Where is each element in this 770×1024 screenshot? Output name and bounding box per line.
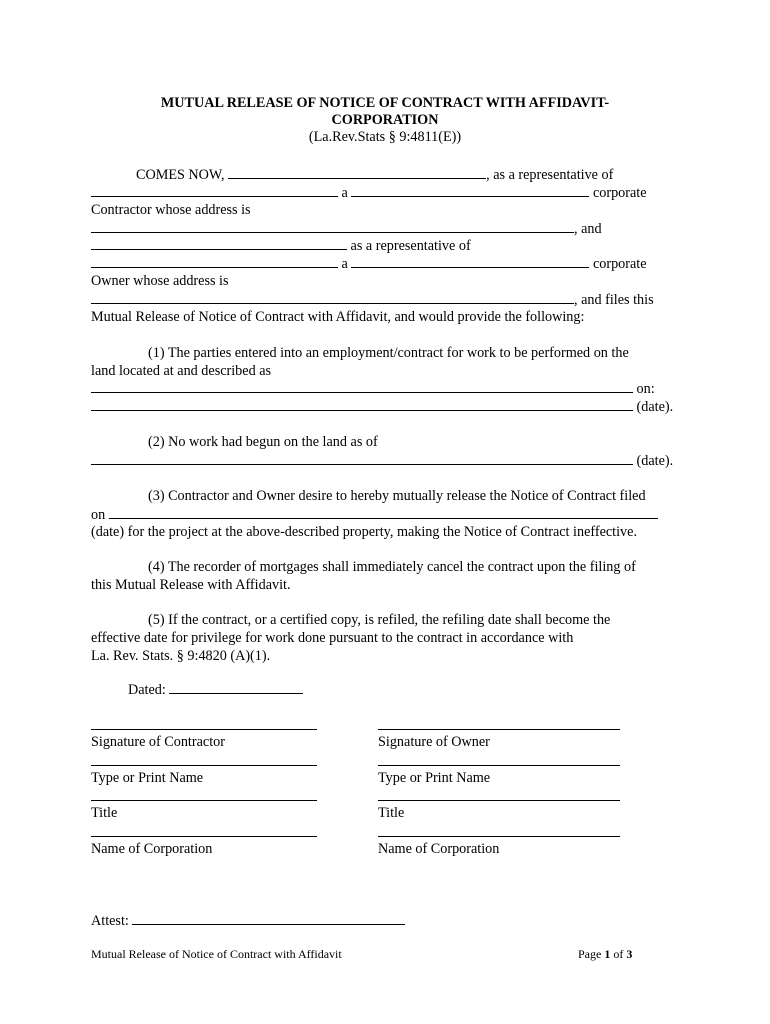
owner-address-field[interactable] <box>91 291 574 304</box>
attest-field[interactable] <box>132 912 405 925</box>
contractor-corp-field[interactable] <box>351 184 589 197</box>
owner-address-label: Owner whose address is <box>91 273 229 289</box>
para1-line-4 <box>91 398 673 415</box>
owner-title-label: Title <box>378 805 405 821</box>
corporate-label-2: corporate <box>592 256 647 272</box>
intro-line-1 <box>136 166 613 183</box>
date-label-1: (date). <box>636 399 674 415</box>
page-word: Page <box>578 947 602 961</box>
title-line-1: MUTUAL RELEASE OF NOTICE OF CONTRACT WITH AFFIDAVIT- <box>160 95 610 111</box>
no-work-date-field[interactable] <box>91 452 633 465</box>
footer-doc-name: Mutual Release of Notice of Contract with Affidavit <box>91 947 342 961</box>
contract-date-field[interactable] <box>91 398 633 411</box>
owner-name-field[interactable] <box>91 255 338 268</box>
page-current: 1 <box>604 947 611 961</box>
para1-line-1: (1) The parties entered into an employment/contract for work to be performed on the <box>148 345 629 361</box>
owner-corp-line[interactable] <box>378 836 620 837</box>
owner-signature-label: Signature of Owner <box>378 734 490 750</box>
contractor-name-line[interactable] <box>91 765 317 766</box>
para3-line-2 <box>91 506 658 523</box>
contractor-rep-field[interactable] <box>91 184 338 197</box>
intro-line-5 <box>91 237 471 254</box>
owner-title-line[interactable] <box>378 800 620 801</box>
para1-line-3 <box>91 380 655 397</box>
on-label-1: on: <box>636 381 655 397</box>
para5-line-3: La. Rev. Stats. § 9:4820 (A)(1). <box>91 648 271 664</box>
footer-page-number <box>578 946 632 962</box>
para5-line-2: effective date for privilege for work done pursuant to the contract in accordance with <box>91 630 574 646</box>
contractor-address-field[interactable] <box>91 220 574 233</box>
dated-line <box>128 681 303 698</box>
para2-line-1: (2) No work had begun on the land as of <box>148 434 378 450</box>
para3-line-3: (date) for the project at the above-described property, making the Notice of Contract ineffective. <box>91 524 637 540</box>
para4-line-2: this Mutual Release with Affidavit. <box>91 577 291 593</box>
page-of: of <box>613 947 624 961</box>
title-line-2: CORPORATION <box>331 112 439 128</box>
owner-name-label: Type or Print Name <box>378 770 491 786</box>
as-rep-label-2: as a representative of <box>350 238 471 254</box>
owner-corp-label: Name of Corporation <box>378 841 500 857</box>
on-label-2: on <box>91 507 106 523</box>
a-label-2: a <box>341 256 348 272</box>
owner-corp-field[interactable] <box>351 255 589 268</box>
para3-line-1: (3) Contractor and Owner desire to hereby mutually release the Notice of Contract filed <box>148 488 646 504</box>
owner-rep-field[interactable] <box>91 237 347 250</box>
and-label: , and <box>574 221 602 237</box>
comes-now-label: COMES NOW, <box>136 167 225 183</box>
contractor-address-label: Contractor whose address is <box>91 202 251 218</box>
para1-line-2: land located at and described as <box>91 363 272 379</box>
owner-signature-line[interactable] <box>378 729 620 730</box>
intro-closing: Mutual Release of Notice of Contract with Affidavit, and would provide the following: <box>91 309 585 325</box>
corporate-label-1: corporate <box>592 185 647 201</box>
title-citation: (La.Rev.Stats § 9:4811(E)) <box>308 129 462 145</box>
para2-line-2 <box>91 452 673 469</box>
land-description-field[interactable] <box>91 380 633 393</box>
contractor-signature-line[interactable] <box>91 729 317 730</box>
a-label-1: a <box>341 185 348 201</box>
representative-name-field[interactable] <box>228 166 486 179</box>
attest-label: Attest: <box>91 913 129 929</box>
intro-line-2 <box>91 184 647 201</box>
intro-line-4 <box>91 220 602 237</box>
contractor-title-line[interactable] <box>91 800 317 801</box>
attest-line <box>91 912 405 929</box>
page-total: 3 <box>626 947 633 961</box>
dated-label: Dated: <box>128 682 166 698</box>
date-label-2: (date). <box>636 453 674 469</box>
contractor-signature-label: Signature of Contractor <box>91 734 225 750</box>
intro-line-6 <box>91 255 647 272</box>
contractor-corp-label: Name of Corporation <box>91 841 213 857</box>
para4-line-1: (4) The recorder of mortgages shall immediately cancel the contract upon the filing of <box>148 559 636 575</box>
owner-name-line[interactable] <box>378 765 620 766</box>
contractor-name-label: Type or Print Name <box>91 770 204 786</box>
notice-filed-date-field[interactable] <box>109 506 658 519</box>
contractor-corp-line[interactable] <box>91 836 317 837</box>
contractor-title-label: Title <box>91 805 118 821</box>
and-files-label: , and files this <box>574 292 654 308</box>
dated-field[interactable] <box>169 681 303 694</box>
para5-line-1: (5) If the contract, or a certified copy, is refiled, the refiling date shall become the <box>148 612 611 628</box>
intro-line-8 <box>91 291 654 308</box>
as-rep-label-1: , as a representative of <box>486 167 614 183</box>
